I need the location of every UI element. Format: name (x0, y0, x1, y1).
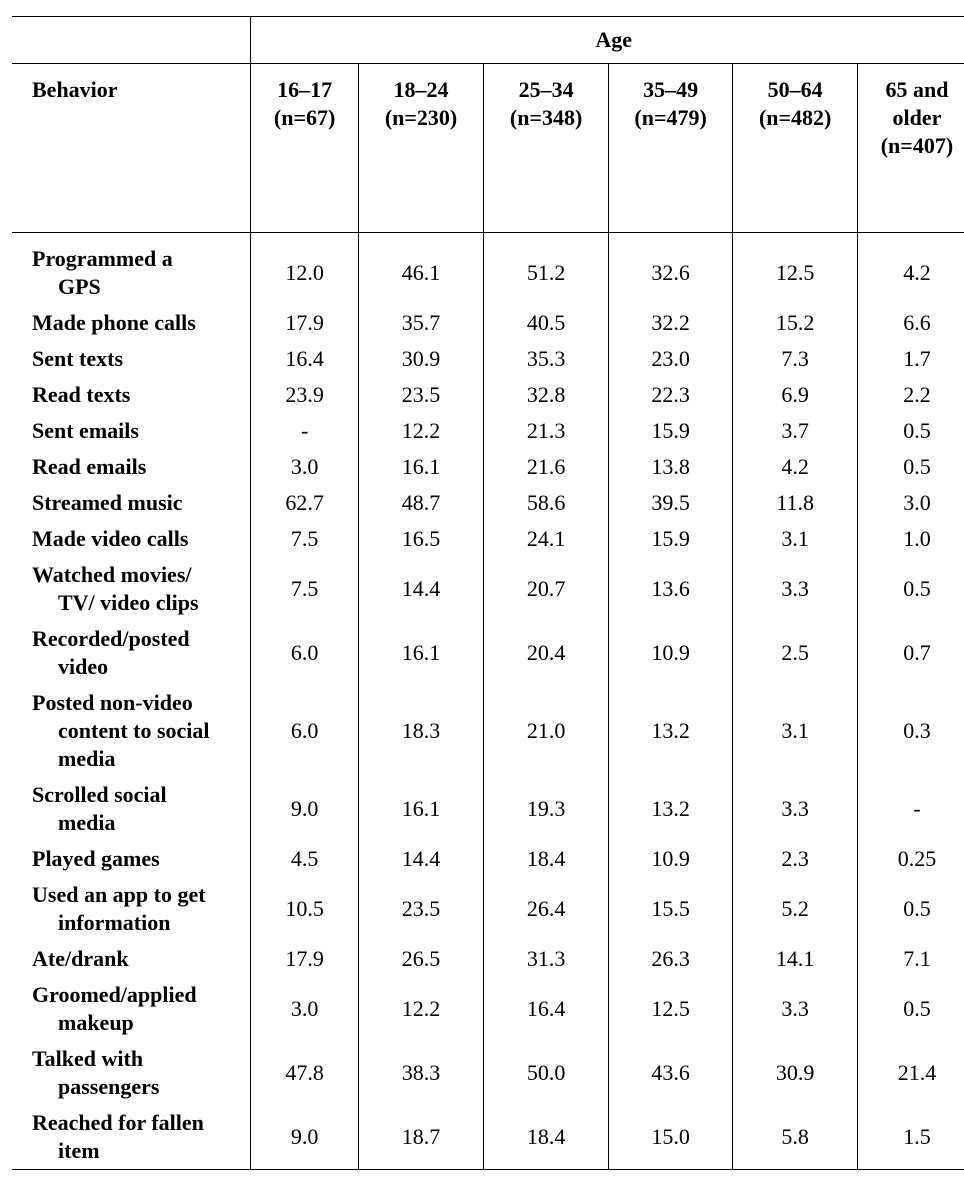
behavior-label (12, 841, 251, 877)
value-cell: 13.2 (608, 685, 733, 777)
value-cell: 4.5 (251, 841, 358, 877)
age-column-header (608, 64, 733, 233)
table-row (12, 413, 964, 449)
value-cell: 10.9 (608, 841, 733, 877)
behavior-label-line: Programmed a (32, 246, 173, 271)
value-cell: 0.5 (857, 977, 964, 1041)
behavior-label-line: Streamed music (32, 490, 183, 515)
column-header-line: (n=230) (384, 105, 458, 130)
behavior-label-line: item (58, 1138, 100, 1163)
value-cell: 21.6 (484, 449, 609, 485)
value-cell: 30.9 (733, 1041, 858, 1105)
behavior-label (12, 485, 251, 521)
table-row (12, 777, 964, 841)
value-cell: 32.8 (484, 377, 609, 413)
value-cell: 16.5 (358, 521, 484, 557)
behavior-label-line: media (58, 746, 116, 771)
table-row (12, 233, 964, 306)
behavior-column-header: Behavior (12, 64, 251, 233)
table-row (12, 377, 964, 413)
behavior-label-line: makeup (58, 1010, 134, 1035)
behavior-label (12, 557, 251, 621)
value-cell: - (251, 413, 358, 449)
column-header-line: (n=348) (509, 105, 583, 130)
table-body (12, 233, 964, 1170)
behavior-label (12, 341, 251, 377)
value-cell: 62.7 (251, 485, 358, 521)
value-cell: 20.4 (484, 621, 609, 685)
value-cell: 0.5 (857, 557, 964, 621)
value-cell: 7.1 (857, 941, 964, 977)
behavior-by-age-table (12, 16, 964, 1170)
table-row (12, 449, 964, 485)
value-cell: 0.25 (857, 841, 964, 877)
value-cell: 9.0 (251, 777, 358, 841)
column-header-line: 18–24 (393, 77, 449, 102)
value-cell: 13.6 (608, 557, 733, 621)
value-cell: 1.7 (857, 341, 964, 377)
behavior-label-line: Groomed/applied (32, 982, 197, 1007)
behavior-label (12, 877, 251, 941)
value-cell: 1.0 (857, 521, 964, 557)
behavior-label (12, 449, 251, 485)
table-row (12, 941, 964, 977)
value-cell: 15.2 (733, 305, 858, 341)
column-header-line: 65 and (885, 77, 949, 102)
column-header-row (12, 64, 964, 233)
value-cell: 32.2 (608, 305, 733, 341)
age-column-header (251, 64, 358, 233)
behavior-label (12, 941, 251, 977)
value-cell: 50.0 (484, 1041, 609, 1105)
value-cell: 23.0 (608, 341, 733, 377)
behavior-label (12, 1105, 251, 1170)
value-cell: 2.3 (733, 841, 858, 877)
column-header-line: (n=67) (273, 105, 336, 130)
value-cell: 12.5 (608, 977, 733, 1041)
column-header-line: 25–34 (518, 77, 574, 102)
table-row (12, 1105, 964, 1170)
value-cell: 16.1 (358, 449, 484, 485)
table-row (12, 521, 964, 557)
value-cell: 16.4 (251, 341, 358, 377)
value-cell: 17.9 (251, 941, 358, 977)
behavior-label-line: Talked with (32, 1046, 144, 1071)
behavior-label-line: video (58, 654, 109, 679)
behavior-label (12, 621, 251, 685)
behavior-label-line: Sent emails (32, 418, 139, 443)
value-cell: 5.8 (733, 1105, 858, 1170)
age-column-header (358, 64, 484, 233)
value-cell: 18.4 (484, 841, 609, 877)
value-cell: 21.3 (484, 413, 609, 449)
value-cell: 3.1 (733, 685, 858, 777)
column-header-line: (n=407) (880, 133, 954, 158)
value-cell: 51.2 (484, 233, 609, 306)
behavior-label-line: Scrolled social (32, 782, 167, 807)
spanner-blank-cell (12, 17, 251, 64)
table-row (12, 485, 964, 521)
value-cell: 23.5 (358, 877, 484, 941)
value-cell: 0.5 (857, 877, 964, 941)
value-cell: 35.7 (358, 305, 484, 341)
table-row (12, 841, 964, 877)
value-cell: 18.3 (358, 685, 484, 777)
behavior-label-line: media (58, 810, 116, 835)
behavior-label-line: information (58, 910, 171, 935)
value-cell: 20.7 (484, 557, 609, 621)
value-cell: 46.1 (358, 233, 484, 306)
behavior-label (12, 977, 251, 1041)
age-spanner-header: Age (251, 17, 964, 64)
value-cell: 21.0 (484, 685, 609, 777)
value-cell: 4.2 (733, 449, 858, 485)
age-column-header (733, 64, 858, 233)
behavior-label (12, 305, 251, 341)
value-cell: 6.6 (857, 305, 964, 341)
table-row (12, 557, 964, 621)
value-cell: 3.7 (733, 413, 858, 449)
column-header-line: 35–49 (643, 77, 699, 102)
spanner-row (12, 17, 964, 64)
value-cell: 3.3 (733, 777, 858, 841)
behavior-label-line: Read texts (32, 382, 131, 407)
value-cell: 16.1 (358, 777, 484, 841)
value-cell: 40.5 (484, 305, 609, 341)
table-row (12, 621, 964, 685)
value-cell: 5.2 (733, 877, 858, 941)
value-cell: 2.2 (857, 377, 964, 413)
behavior-label (12, 777, 251, 841)
value-cell: 47.8 (251, 1041, 358, 1105)
value-cell: 3.3 (733, 977, 858, 1041)
table-container (12, 16, 964, 1170)
table-row (12, 305, 964, 341)
value-cell: 58.6 (484, 485, 609, 521)
value-cell: 26.4 (484, 877, 609, 941)
table-row (12, 341, 964, 377)
value-cell: 21.4 (857, 1041, 964, 1105)
value-cell: 10.9 (608, 621, 733, 685)
value-cell: 6.0 (251, 685, 358, 777)
table-row (12, 1041, 964, 1105)
value-cell: 16.1 (358, 621, 484, 685)
value-cell: 0.5 (857, 449, 964, 485)
column-header-line: older (892, 105, 942, 130)
value-cell: 38.3 (358, 1041, 484, 1105)
value-cell: 12.5 (733, 233, 858, 306)
behavior-label-line: GPS (58, 274, 101, 299)
behavior-label (12, 685, 251, 777)
value-cell: 0.7 (857, 621, 964, 685)
value-cell: 31.3 (484, 941, 609, 977)
value-cell: 12.2 (358, 977, 484, 1041)
value-cell: 18.7 (358, 1105, 484, 1170)
value-cell: 14.1 (733, 941, 858, 977)
column-header-line: 16–17 (277, 77, 333, 102)
behavior-label (12, 1041, 251, 1105)
value-cell: 1.5 (857, 1105, 964, 1170)
behavior-label-line: Made phone calls (32, 310, 196, 335)
behavior-label-line: Recorded/posted (32, 626, 190, 651)
value-cell: 3.0 (857, 485, 964, 521)
value-cell: 24.1 (484, 521, 609, 557)
value-cell: 3.1 (733, 521, 858, 557)
value-cell: 15.9 (608, 521, 733, 557)
value-cell: 13.8 (608, 449, 733, 485)
value-cell: 23.9 (251, 377, 358, 413)
value-cell: - (857, 777, 964, 841)
value-cell: 14.4 (358, 557, 484, 621)
behavior-label (12, 233, 251, 306)
value-cell: 7.5 (251, 521, 358, 557)
value-cell: 32.6 (608, 233, 733, 306)
behavior-label-line: content to social (58, 718, 210, 743)
value-cell: 2.5 (733, 621, 858, 685)
value-cell: 17.9 (251, 305, 358, 341)
value-cell: 12.0 (251, 233, 358, 306)
table-row (12, 877, 964, 941)
value-cell: 7.3 (733, 341, 858, 377)
behavior-label-line: Made video calls (32, 526, 189, 551)
table-row (12, 685, 964, 777)
behavior-label-line: Posted non-video (32, 690, 193, 715)
behavior-label-line: Read emails (32, 454, 147, 479)
value-cell: 48.7 (358, 485, 484, 521)
behavior-label-line: TV/ video clips (58, 590, 199, 615)
value-cell: 6.9 (733, 377, 858, 413)
column-header-line: 50–64 (767, 77, 823, 102)
age-column-header (484, 64, 609, 233)
value-cell: 30.9 (358, 341, 484, 377)
value-cell: 11.8 (733, 485, 858, 521)
value-cell: 26.3 (608, 941, 733, 977)
value-cell: 26.5 (358, 941, 484, 977)
value-cell: 15.9 (608, 413, 733, 449)
column-header-line: (n=479) (634, 105, 707, 130)
value-cell: 23.5 (358, 377, 484, 413)
age-column-header (857, 64, 964, 233)
value-cell: 6.0 (251, 621, 358, 685)
behavior-label-line: Played games (32, 846, 160, 871)
value-cell: 43.6 (608, 1041, 733, 1105)
value-cell: 3.0 (251, 449, 358, 485)
value-cell: 19.3 (484, 777, 609, 841)
value-cell: 15.5 (608, 877, 733, 941)
value-cell: 9.0 (251, 1105, 358, 1170)
value-cell: 12.2 (358, 413, 484, 449)
value-cell: 16.4 (484, 977, 609, 1041)
value-cell: 15.0 (608, 1105, 733, 1170)
value-cell: 7.5 (251, 557, 358, 621)
value-cell: 14.4 (358, 841, 484, 877)
value-cell: 0.5 (857, 413, 964, 449)
behavior-label (12, 413, 251, 449)
value-cell: 35.3 (484, 341, 609, 377)
value-cell: 3.3 (733, 557, 858, 621)
value-cell: 22.3 (608, 377, 733, 413)
value-cell: 13.2 (608, 777, 733, 841)
behavior-label (12, 521, 251, 557)
value-cell: 0.3 (857, 685, 964, 777)
value-cell: 10.5 (251, 877, 358, 941)
value-cell: 39.5 (608, 485, 733, 521)
behavior-label-line: Reached for fallen (32, 1110, 204, 1135)
behavior-label-line: Watched movies/ (32, 562, 192, 587)
table-row (12, 977, 964, 1041)
behavior-label-line: Ate/drank (32, 946, 129, 971)
behavior-label (12, 377, 251, 413)
value-cell: 4.2 (857, 233, 964, 306)
value-cell: 3.0 (251, 977, 358, 1041)
behavior-label-line: Sent texts (32, 346, 124, 371)
column-header-line: (n=482) (758, 105, 832, 130)
behavior-label-line: passengers (58, 1074, 160, 1099)
behavior-label-line: Used an app to get (32, 882, 206, 907)
value-cell: 18.4 (484, 1105, 609, 1170)
